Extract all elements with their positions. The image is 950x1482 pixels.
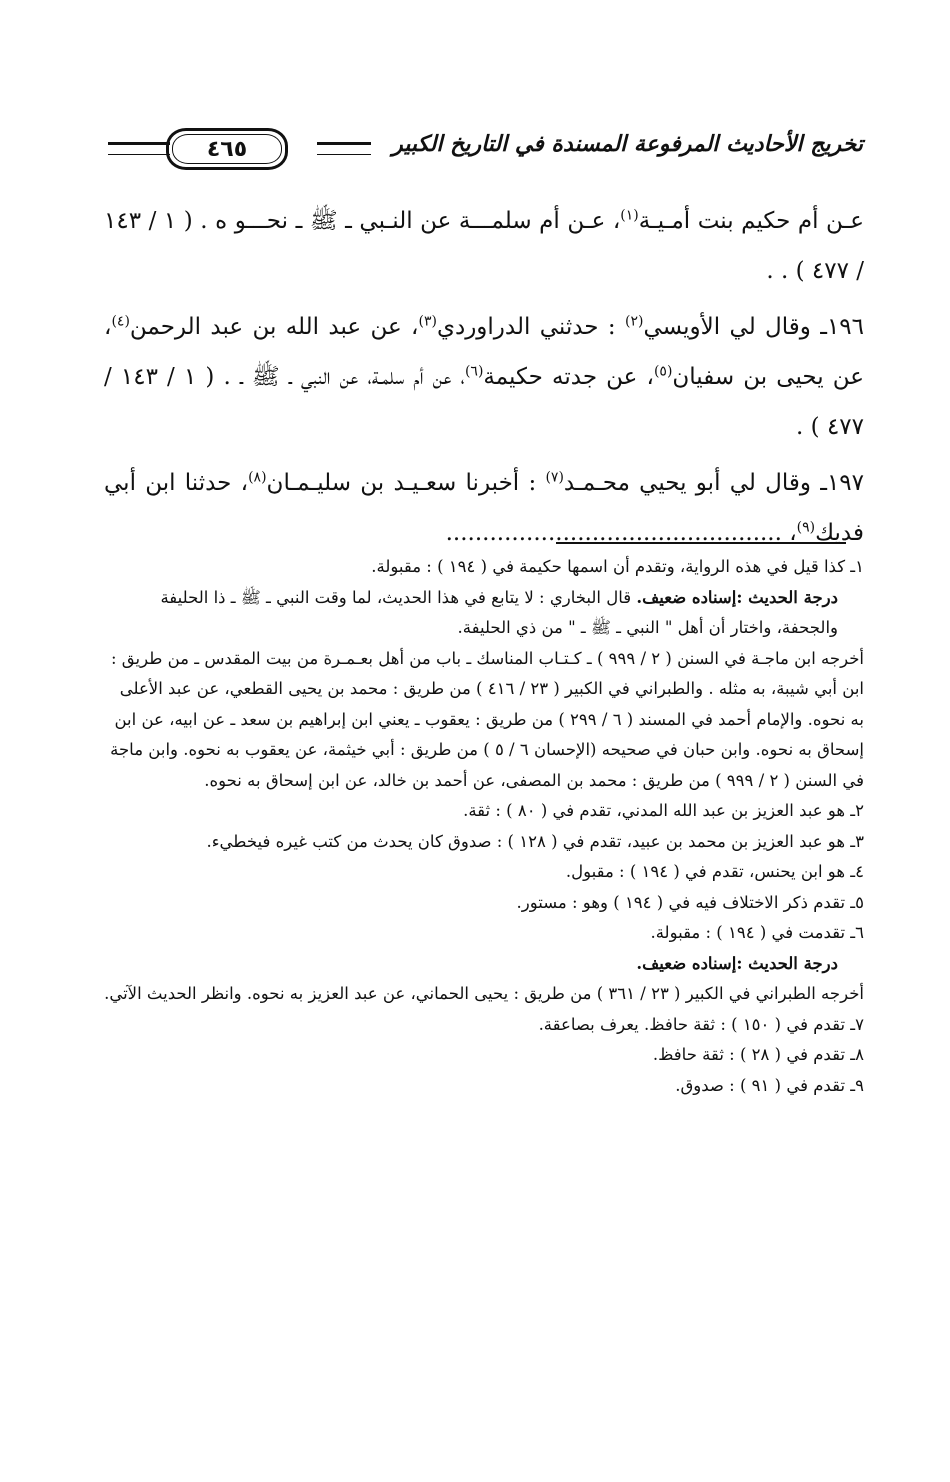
footnote-4: ٤ـ هو ابن يحنس، تقدم في ( ١٩٤ ) : مقبول. bbox=[565, 862, 864, 881]
footnote-separator bbox=[556, 542, 846, 544]
page-number: ٤٦٥ bbox=[206, 136, 248, 162]
footnote-7: ٧ـ تقدم في ( ١٥٠ ) : ثقة حافظ. يعرف بصاعقة. bbox=[538, 1014, 864, 1034]
footnote-6-takhrij: أخرجه الطبراني في الكبير ( ٢٣ / ٣٦١ ) من طريق : يحيى الحماني، عن عبد العزيز به نحوه. وانظر الحديث الآتي. bbox=[104, 984, 864, 1003]
footnote-1-takhrij: أخرجه ابن ماجـة في السنن ( ٢ / ٩٩٩ ) ـ كـتـاب المناسك ـ باب من أهل بعـمـرة من بيت المقدس ـ من طريق : ابن أبي شيبة، به مثله . والطبراني في الكبير ( ٢٣ / ٤١٦ ) من طريق : محمد بن يحيى القطعي، عن عبد الأعلى به نحوه. والإمام أحمد في المسند ( ٦ / ٢٩٩ ) من طريق : يعقوب ـ يعني ابن إبراهيم بن سعد ـ عن ابيه، عن ابن إسحاق به نحوه. وابن حبان في صحيحه (الإحسان ٦ / ٥ ) من طريق : أبي خيثمة، عن يعقوب به نحوه. وابن ماجة في السنن ( ٢ / ٩٩٩ ) من طريق : محمد بن المصفى، عن أحمد بن خالد، عن ابن إسحاق به نحوه. bbox=[110, 648, 864, 790]
footnote-6-grade: درجة الحديث :إسناده ضعيف. bbox=[636, 953, 838, 973]
header-rule-left bbox=[108, 142, 170, 155]
footnote-ref: (١) bbox=[620, 207, 639, 224]
page-header bbox=[108, 128, 863, 172]
footnotes bbox=[104, 552, 864, 1101]
paragraph-continuation: عـن أم حكيم بنت أمـيـة$^{(١)}$، عـن أم سلمـــة عن النـبي ـ ﷺ ـ نحـــو ه . ( ١ / ١٤٣ / ٤٧٧ ) . . bbox=[104, 207, 864, 284]
footnote-ref: (٣) bbox=[418, 313, 437, 330]
footnote-2: ٢ـ هو عبد العزيز بن عبد الله المدني، تقدم في ( ٨٠ ) : ثقة. bbox=[463, 801, 864, 820]
main-text bbox=[104, 196, 864, 564]
footnote-ref: (٨) bbox=[248, 469, 267, 486]
footnote-ref: (٩) bbox=[796, 519, 816, 536]
footnote-1-grade: درجة الحديث :إسناده ضعيف. قال البخاري : لا يتابع في هذا الحديث، لما وقت النبي ـ ﷺ ـ ذا الحليفة والجحفة، واختار أن أهل " النبي ـ ﷺ ـ " من ذي الحليفة. bbox=[160, 587, 838, 637]
footnote-ref: (٢) bbox=[625, 313, 644, 330]
page-number-frame bbox=[166, 128, 288, 170]
footnote-8: ٨ـ تقدم في ( ٢٨ ) : ثقة حافظ. bbox=[652, 1045, 864, 1064]
footnote-6: ٦ـ تقدمت في ( ١٩٤ ) : مقبولة. bbox=[650, 923, 864, 942]
footnote-ref: (٥) bbox=[653, 363, 673, 380]
footnote-ref: (٦) bbox=[464, 363, 484, 380]
footnote-3: ٣ـ هو عبد العزيز بن محمد بن عبيد، تقدم في ( ١٢٨ ) : صدوق كان يحدث من كتب غيره فيخطيء. bbox=[206, 831, 864, 851]
footnote-1: ١ـ كذا قيل في هذه الرواية، وتقدم أن اسمها حكيمة في ( ١٩٤ ) : مقبولة. bbox=[371, 557, 864, 576]
footnote-9: ٩ـ تقدم في ( ٩١ ) : صدوق. bbox=[675, 1075, 864, 1095]
footnote-5: ٥ـ تقدم ذكر الاختلاف فيه في ( ١٩٤ ) وهو : مستور. bbox=[516, 892, 864, 912]
footnote-ref: (٧) bbox=[545, 469, 564, 486]
footnote-ref: (٤) bbox=[111, 313, 130, 330]
hadith-197: ١٩٧ـ وقال لي أبو يحيي محـمـد$^{(٧)}$ : أخبرنا سعـيـد بن سليـمـان$^{(٨)}$، حدثنا ابن أبي فديك$^{(٩)}$، .............................................. bbox=[104, 469, 865, 546]
hadith-196: ١٩٦ـ وقال لي الأويسي$^{(٢)}$ : حدثني الدراوردي$^{(٣)}$، عن عبد الله بن عبد الرحمن$^{(٤)}$، عن يحيى بن سفيان$^{(٥)}$، عن جدته حكيمة$^{(٦)}$، عن أم سلمـة، عن النبي ـ ﷺ ـ . ( ١ / ١٤٣ / ٤٧٧ ) . bbox=[104, 313, 865, 440]
running-title: تخريج الأحاديث المرفوعة المسندة في التاريخ الكبير bbox=[392, 132, 863, 157]
header-rule bbox=[317, 142, 371, 155]
